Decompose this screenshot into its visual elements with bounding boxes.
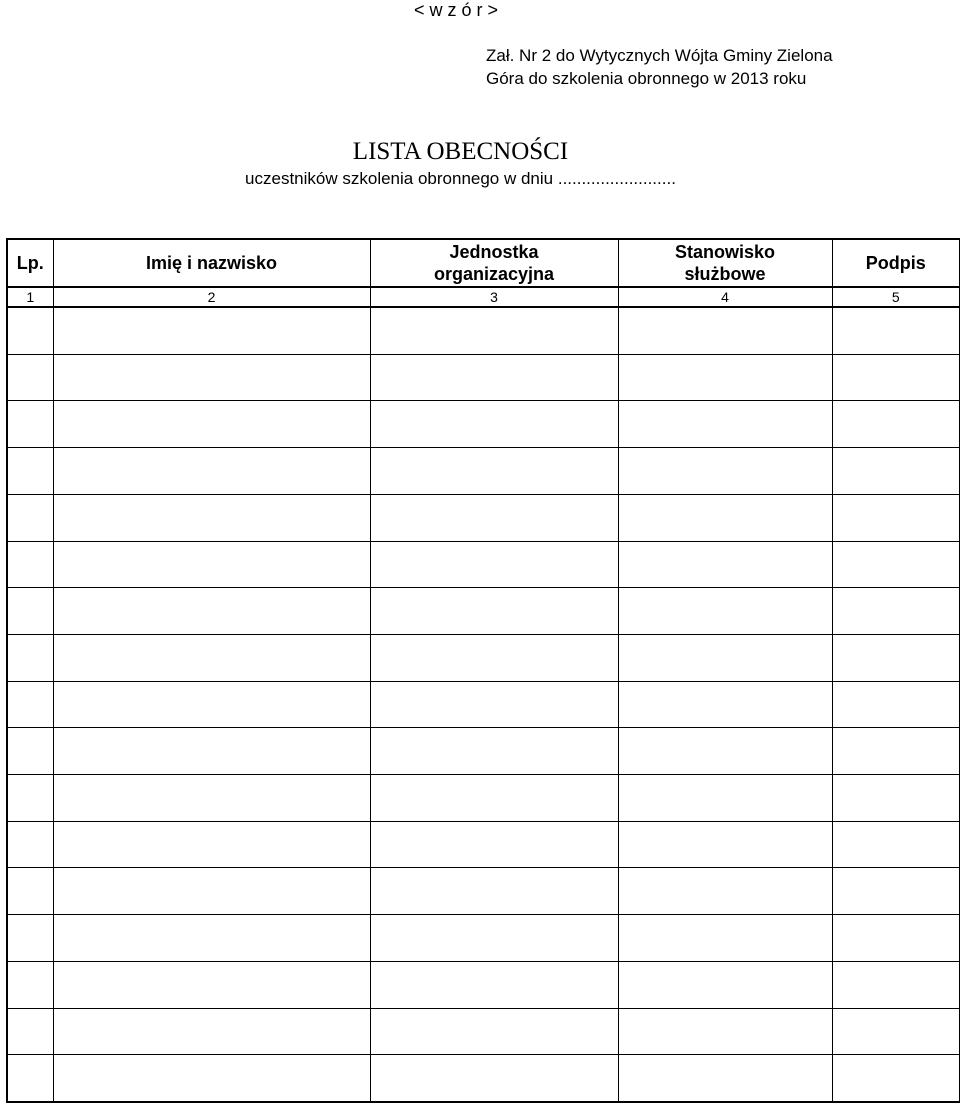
table-cell[interactable] xyxy=(53,728,370,775)
table-cell[interactable] xyxy=(7,915,53,962)
table-cell[interactable] xyxy=(618,634,832,681)
table-cell[interactable] xyxy=(618,307,832,354)
table-cell[interactable] xyxy=(7,634,53,681)
table-cell[interactable] xyxy=(618,541,832,588)
table-cell[interactable] xyxy=(370,681,618,728)
table-cell[interactable] xyxy=(370,915,618,962)
table-cell[interactable] xyxy=(7,775,53,822)
table-cell[interactable] xyxy=(53,448,370,495)
header-unit: Jednostka organizacyjna xyxy=(370,239,618,287)
table-row xyxy=(7,868,960,915)
table-cell[interactable] xyxy=(832,915,960,962)
table-cell[interactable] xyxy=(370,494,618,541)
table-cell[interactable] xyxy=(53,915,370,962)
table-cell[interactable] xyxy=(618,1055,832,1102)
column-number-row xyxy=(7,287,960,307)
table-cell[interactable] xyxy=(53,821,370,868)
table-cell[interactable] xyxy=(53,868,370,915)
table-row xyxy=(7,961,960,1008)
table-cell[interactable] xyxy=(618,681,832,728)
table-row xyxy=(7,588,960,635)
table-row xyxy=(7,775,960,822)
column-number: 5 xyxy=(832,287,960,307)
table-cell[interactable] xyxy=(832,1008,960,1055)
table-cell[interactable] xyxy=(370,307,618,354)
table-cell[interactable] xyxy=(53,1008,370,1055)
table-cell[interactable] xyxy=(618,728,832,775)
attachment-note xyxy=(486,44,833,90)
table-cell[interactable] xyxy=(832,448,960,495)
table-cell[interactable] xyxy=(53,307,370,354)
table-cell[interactable] xyxy=(832,775,960,822)
column-number: 3 xyxy=(370,287,618,307)
table-cell[interactable] xyxy=(53,541,370,588)
table-cell[interactable] xyxy=(618,915,832,962)
column-number: 2 xyxy=(53,287,370,307)
table-cell[interactable] xyxy=(7,401,53,448)
table-cell[interactable] xyxy=(53,634,370,681)
header-position: Stanowisko służbowe xyxy=(618,239,832,287)
table-cell[interactable] xyxy=(53,961,370,1008)
table-cell[interactable] xyxy=(832,634,960,681)
table-cell[interactable] xyxy=(370,821,618,868)
table-row xyxy=(7,1008,960,1055)
table-cell[interactable] xyxy=(53,681,370,728)
table-cell[interactable] xyxy=(370,401,618,448)
table-cell[interactable] xyxy=(7,681,53,728)
table-row xyxy=(7,821,960,868)
table-cell[interactable] xyxy=(370,448,618,495)
table-row xyxy=(7,307,960,354)
table-cell[interactable] xyxy=(618,961,832,1008)
table-row xyxy=(7,541,960,588)
table-cell[interactable] xyxy=(618,1008,832,1055)
table-cell[interactable] xyxy=(53,494,370,541)
table-cell[interactable] xyxy=(832,354,960,401)
table-cell[interactable] xyxy=(832,868,960,915)
table-cell[interactable] xyxy=(53,775,370,822)
table-body xyxy=(7,307,960,1102)
table-cell[interactable] xyxy=(832,401,960,448)
column-number: 4 xyxy=(618,287,832,307)
table-row xyxy=(7,728,960,775)
table-cell[interactable] xyxy=(7,494,53,541)
table-cell[interactable] xyxy=(832,821,960,868)
table-cell[interactable] xyxy=(370,868,618,915)
table-cell[interactable] xyxy=(370,961,618,1008)
table-row xyxy=(7,681,960,728)
table-cell[interactable] xyxy=(618,354,832,401)
table-cell[interactable] xyxy=(7,1008,53,1055)
header-signature: Podpis xyxy=(832,239,960,287)
table-header-row xyxy=(7,239,960,287)
table-row xyxy=(7,915,960,962)
table-cell[interactable] xyxy=(618,868,832,915)
table-cell[interactable] xyxy=(7,354,53,401)
table-row xyxy=(7,1055,960,1102)
table-cell[interactable] xyxy=(53,354,370,401)
table-cell[interactable] xyxy=(7,307,53,354)
table-cell[interactable] xyxy=(370,354,618,401)
table-cell[interactable] xyxy=(7,588,53,635)
table-cell[interactable] xyxy=(370,1055,618,1102)
table-cell[interactable] xyxy=(832,1055,960,1102)
table-row xyxy=(7,634,960,681)
table-cell[interactable] xyxy=(7,448,53,495)
table-cell[interactable] xyxy=(832,588,960,635)
table-cell[interactable] xyxy=(832,494,960,541)
table-row xyxy=(7,354,960,401)
attachment-note-line-2: Góra do szkolenia obronnego w 2013 roku xyxy=(486,69,807,88)
table-cell[interactable] xyxy=(618,775,832,822)
table-cell[interactable] xyxy=(832,961,960,1008)
table-row xyxy=(7,401,960,448)
table-cell[interactable] xyxy=(370,588,618,635)
table-row xyxy=(7,494,960,541)
table-cell[interactable] xyxy=(370,541,618,588)
table-cell[interactable] xyxy=(370,775,618,822)
table-cell[interactable] xyxy=(832,541,960,588)
column-number: 1 xyxy=(7,287,53,307)
table-cell[interactable] xyxy=(618,588,832,635)
table-cell[interactable] xyxy=(832,307,960,354)
table-cell[interactable] xyxy=(370,634,618,681)
table-cell[interactable] xyxy=(370,1008,618,1055)
table-cell[interactable] xyxy=(7,868,53,915)
table-cell[interactable] xyxy=(53,401,370,448)
table-cell[interactable] xyxy=(370,728,618,775)
table-cell[interactable] xyxy=(7,541,53,588)
table-cell[interactable] xyxy=(53,588,370,635)
table-cell[interactable] xyxy=(618,401,832,448)
table-cell[interactable] xyxy=(618,448,832,495)
table-cell[interactable] xyxy=(832,681,960,728)
attendance-table xyxy=(6,238,960,1103)
table-cell[interactable] xyxy=(7,728,53,775)
attachment-note-line-1: Zał. Nr 2 do Wytycznych Wójta Gminy Zielona xyxy=(486,46,833,65)
table-cell[interactable] xyxy=(53,1055,370,1102)
table-cell[interactable] xyxy=(618,494,832,541)
template-marker: < w z ó r > xyxy=(414,0,499,20)
table-row xyxy=(7,448,960,495)
table-cell[interactable] xyxy=(832,728,960,775)
header-name: Imię i nazwisko xyxy=(53,239,370,287)
table-cell[interactable] xyxy=(7,821,53,868)
header-lp: Lp. xyxy=(7,239,53,287)
table-cell[interactable] xyxy=(7,961,53,1008)
table-cell[interactable] xyxy=(618,821,832,868)
table-cell[interactable] xyxy=(7,1055,53,1102)
document-subtitle: uczestników szkolenia obronnego w dniu ......................... xyxy=(245,169,676,188)
document-title: LISTA OBECNOŚCI xyxy=(352,138,569,165)
